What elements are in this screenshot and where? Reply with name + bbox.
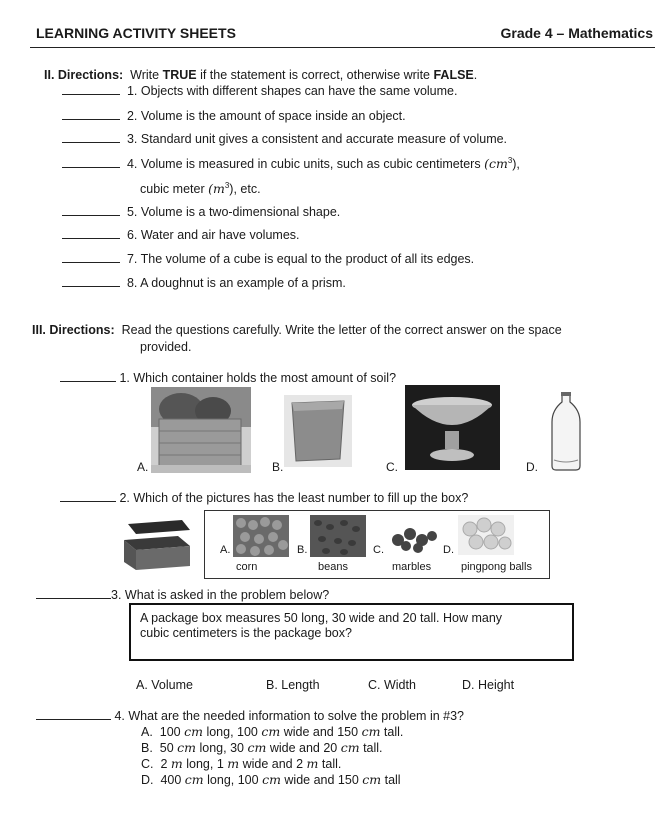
q1-option-b: B. bbox=[272, 460, 284, 474]
marbles-image bbox=[386, 518, 442, 556]
answer-blank[interactable] bbox=[60, 501, 116, 502]
section-2-directions bbox=[44, 68, 477, 82]
q2-option-a: A. bbox=[220, 544, 231, 556]
choice-value: long, 1 bbox=[186, 757, 224, 771]
sheet-title: LEARNING ACTIVITY SHEETS bbox=[36, 25, 236, 41]
beans-image bbox=[310, 515, 366, 557]
tf-item-8 bbox=[62, 276, 346, 290]
choice-value: 50 bbox=[159, 741, 174, 755]
unit-m: (m bbox=[208, 181, 225, 197]
tf-item-1 bbox=[62, 84, 457, 98]
tf-item-4 bbox=[62, 156, 520, 171]
header-divider bbox=[30, 47, 655, 48]
unit: m bbox=[306, 756, 319, 771]
tf-item-text: ), bbox=[512, 157, 520, 172]
q3-choice-c: C. Width bbox=[368, 678, 416, 692]
tf-item-text: 2. Volume is the amount of space inside an object. bbox=[126, 109, 406, 123]
q2-option-c: C. bbox=[373, 544, 384, 556]
choice-value: long, 100 bbox=[207, 773, 259, 787]
answer-blank[interactable] bbox=[62, 119, 120, 120]
answer-blank[interactable] bbox=[62, 286, 120, 287]
storage-box-image bbox=[120, 518, 194, 574]
false-keyword: FALSE bbox=[433, 68, 474, 82]
q4-choice-d bbox=[141, 772, 401, 787]
tf-item-3 bbox=[62, 132, 507, 146]
question-text: 4. What are the needed information to solve the problem in #3? bbox=[114, 709, 465, 723]
tf-item-6 bbox=[62, 228, 300, 242]
question-4 bbox=[36, 709, 464, 723]
answer-blank[interactable] bbox=[62, 94, 120, 95]
q4-choice-a bbox=[141, 724, 403, 739]
answer-blank[interactable] bbox=[62, 167, 120, 168]
q4-choice-c bbox=[141, 756, 341, 771]
choice-value: 400 bbox=[160, 773, 182, 787]
choice-value: wide and 2 bbox=[242, 757, 304, 771]
caption-corn: corn bbox=[236, 561, 258, 573]
unit: m bbox=[170, 756, 183, 771]
exponent: 3 bbox=[224, 181, 230, 190]
tf-item-7 bbox=[62, 252, 474, 266]
section-3-label: III. Directions: bbox=[32, 323, 115, 337]
tf-item-text: 6. Water and air have volumes. bbox=[126, 228, 300, 242]
unit: cm bbox=[184, 724, 203, 739]
choice-value: long, 30 bbox=[199, 741, 244, 755]
q1-option-a: A. bbox=[137, 460, 149, 474]
question-2 bbox=[60, 491, 468, 505]
q2-option-b: B. bbox=[297, 544, 308, 556]
choice-letter: C. bbox=[141, 757, 154, 771]
caption-beans: beans bbox=[318, 561, 348, 573]
q2-option-d: D. bbox=[443, 544, 454, 556]
section-3-directions bbox=[32, 323, 562, 337]
planter-box-image bbox=[151, 387, 251, 473]
question-text: 2. Which of the pictures has the least number to fill up the box? bbox=[119, 491, 469, 505]
tf-item-text: 4. Volume is measured in cubic units, such as cubic centimeters bbox=[126, 157, 485, 172]
caption-pingpong-balls: pingpong balls bbox=[461, 561, 532, 573]
section-3-directions-line2: provided. bbox=[140, 340, 192, 354]
answer-blank[interactable] bbox=[62, 142, 120, 143]
tf-item-text: 1. Objects with different shapes can have the same volume. bbox=[126, 84, 458, 98]
unit-cm: (cm bbox=[484, 156, 508, 172]
unit: cm bbox=[177, 740, 197, 755]
question-text: 3. What is asked in the problem below? bbox=[111, 588, 330, 602]
question-1 bbox=[60, 371, 396, 385]
q4-choice-b bbox=[141, 740, 383, 755]
dir-text: if the statement is correct, otherwise write bbox=[196, 68, 434, 82]
choice-letter: D. bbox=[141, 773, 154, 787]
q1-option-d: D. bbox=[526, 460, 538, 474]
dir-text: Write bbox=[130, 68, 163, 82]
unit: cm bbox=[184, 772, 204, 787]
dir-text: Read the questions carefully. Write the letter of the correct answer on the space bbox=[121, 323, 562, 337]
answer-blank[interactable] bbox=[62, 215, 120, 216]
square-container-image bbox=[284, 395, 352, 467]
tf-item-text: ), etc. bbox=[229, 182, 261, 197]
q3-choice-d: D. Height bbox=[462, 678, 515, 692]
choice-value: wide and 20 bbox=[269, 741, 338, 755]
footed-bowl-image bbox=[405, 385, 500, 470]
glass-bottle-image bbox=[548, 392, 584, 472]
tf-item-text: 7. The volume of a cube is equal to the product of all its edges. bbox=[126, 252, 475, 266]
q1-option-c: C. bbox=[386, 460, 398, 474]
unit: cm bbox=[262, 772, 281, 787]
unit: cm bbox=[261, 724, 281, 739]
answer-blank[interactable] bbox=[36, 719, 111, 720]
choice-value: wide and 150 bbox=[284, 773, 359, 787]
tf-item-text: 5. Volume is a two-dimensional shape. bbox=[126, 205, 341, 219]
tf-item-text: 8. A doughnut is an example of a prism. bbox=[126, 276, 346, 290]
choice-value: 2 bbox=[160, 757, 168, 771]
exponent: 3 bbox=[507, 156, 513, 165]
tf-item-5 bbox=[62, 205, 340, 219]
answer-blank[interactable] bbox=[60, 381, 116, 382]
choice-value: 100 bbox=[159, 725, 181, 739]
choice-value: tall. bbox=[363, 741, 383, 755]
q3-choice-a: A. Volume bbox=[136, 678, 193, 692]
caption-marbles: marbles bbox=[392, 561, 432, 573]
tf-item-2 bbox=[62, 109, 406, 123]
corn-image bbox=[233, 515, 289, 557]
section-2-label: II. Directions: bbox=[44, 68, 124, 82]
unit: cm bbox=[361, 724, 381, 739]
grade-subject: Grade 4 – Mathematics bbox=[500, 25, 653, 41]
dir-text: . bbox=[473, 68, 478, 82]
choice-value: tall. bbox=[383, 725, 404, 739]
problem-text-line1: A package box measures 50 long, 30 wide and 20 tall. How many bbox=[140, 611, 503, 625]
unit: cm bbox=[362, 772, 382, 787]
question-text: 1. Which container holds the most amount of soil? bbox=[119, 371, 397, 385]
true-keyword: TRUE bbox=[162, 68, 197, 82]
unit: cm bbox=[247, 740, 267, 755]
pingpong-balls-image bbox=[458, 515, 514, 555]
unit: cm bbox=[340, 740, 360, 755]
choice-value: wide and 150 bbox=[283, 725, 359, 739]
choice-letter: A. bbox=[141, 725, 153, 739]
tf-item-4-continued bbox=[140, 181, 261, 196]
unit: m bbox=[227, 756, 240, 771]
question-3 bbox=[36, 588, 329, 602]
q3-choice-b: B. Length bbox=[266, 678, 320, 692]
tf-item-text: cubic meter bbox=[140, 182, 209, 197]
choice-letter: B. bbox=[141, 741, 153, 755]
answer-blank[interactable] bbox=[62, 238, 120, 239]
answer-blank[interactable] bbox=[36, 598, 111, 599]
choice-value: long, 100 bbox=[206, 725, 258, 739]
choice-value: tall. bbox=[321, 757, 342, 771]
choice-value: tall bbox=[384, 773, 401, 787]
problem-text-line2: cubic centimeters is the package box? bbox=[140, 626, 352, 640]
tf-item-text: 3. Standard unit gives a consistent and accurate measure of volume. bbox=[126, 132, 508, 146]
answer-blank[interactable] bbox=[62, 262, 120, 263]
